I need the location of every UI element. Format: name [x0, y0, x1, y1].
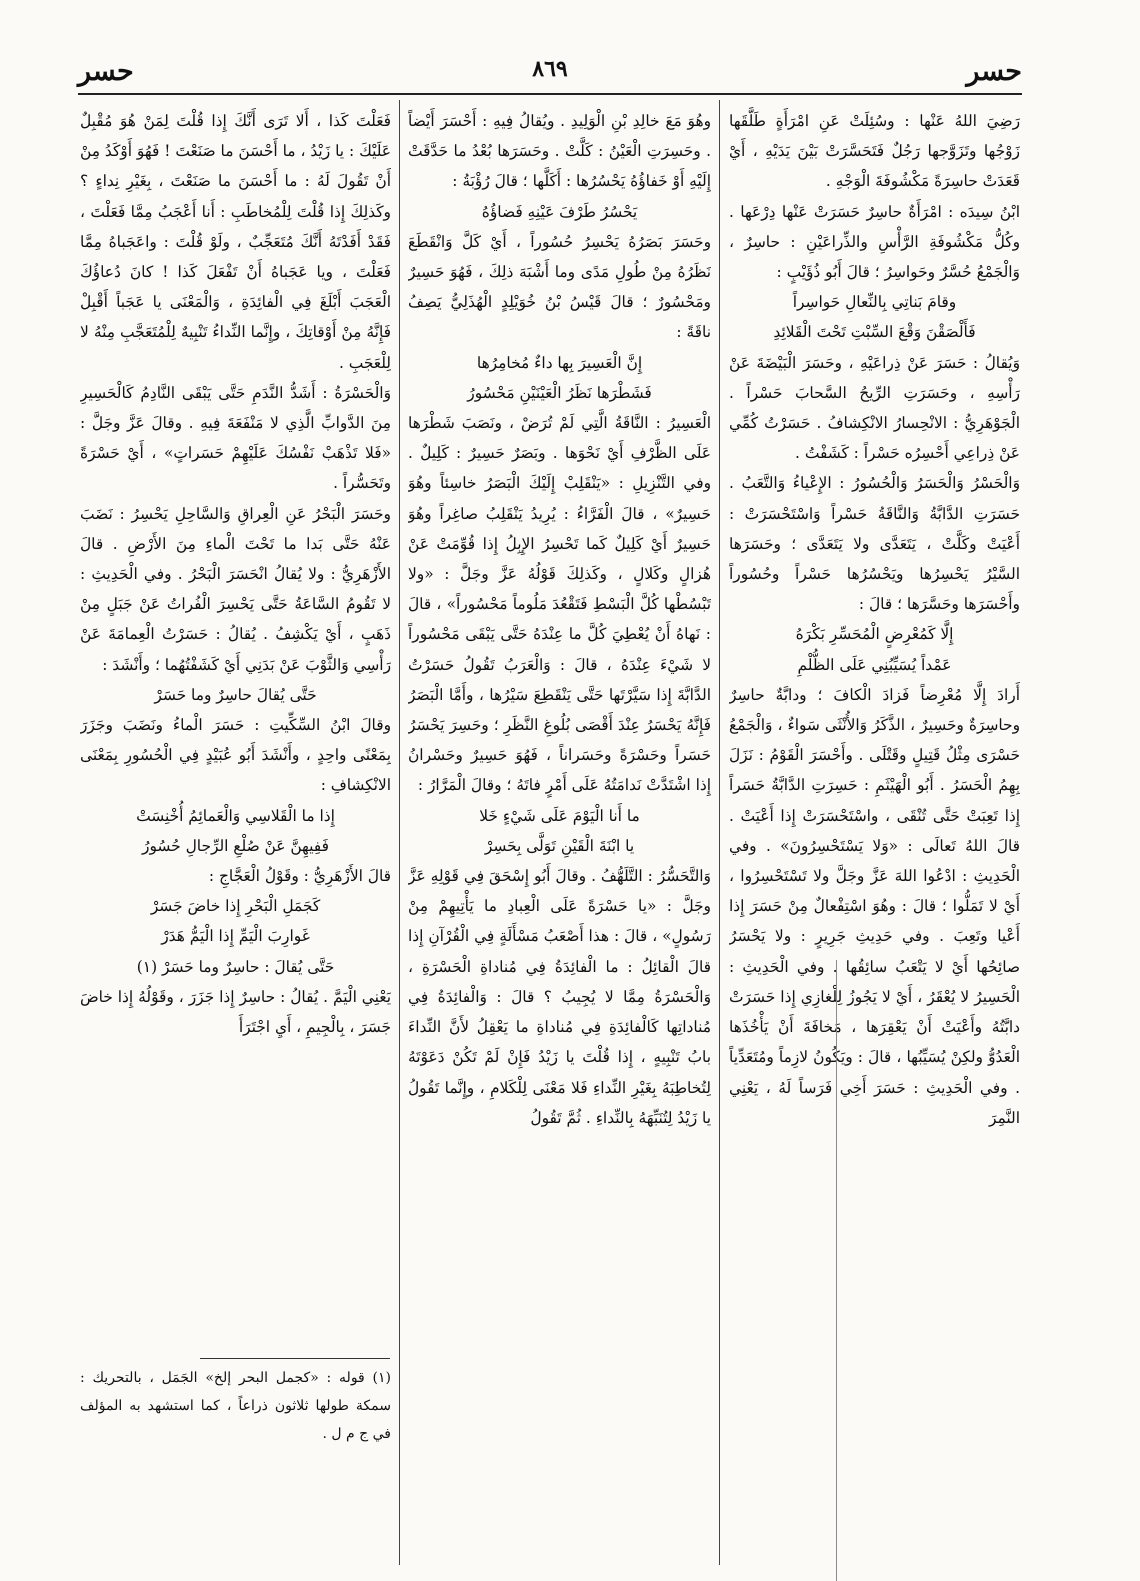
- column-divider: [399, 100, 400, 1565]
- paragraph: يَعْنِي الْيَمَّ . يُقالُ : حاسِرٌ إِذا جَزَرَ ، وقَوْلُهُ إِذا خاضَ جَسَرَ ، بِالْجِيمِ ، أَيِ اجْتَرَأَ: [80, 987, 391, 1037]
- verse-line: غَوارِبَ الْيَمِّ إِذا الْيَمُّ هَدَرْ: [161, 927, 310, 946]
- page-header: [78, 56, 1022, 90]
- verse-line: إِذا ما الْقَلاسِي وَالْعَمائِمُ أُخْنِسَتْ: [136, 806, 335, 825]
- header-right-word: حسر: [966, 56, 1022, 87]
- verse-line: عَمْداً يُسَيِّبُنِي عَلَى الظُّلْمِ: [797, 655, 952, 674]
- verse-line: فَشَطْرَها نَظَرُ الْعَيْنَيْنِ مَحْسُورُ: [467, 383, 652, 402]
- paragraph: أَرادَ إِلَّا مُعْرِضاً فَزادَ الْكافَ ؛ ودابَّةٌ حاسِرٌ وحاسِرَةٌ وحَسِيرٌ ، الذَّكَرُ وَالأُنْثَى سَواءٌ ، وَالْجَمْعُ حَسْرَى مِثْلُ قَتِيلٍ وقَتْلَى . وأَحْسَرَ الْقَوْمُ : نَزَلَ بِهِمُ الْحَسَرُ . أَبُو الْهَيْثَمِ : حَسِرَتِ الدَّابَّةُ حَسَراً إِذا تَعِبَتْ حَتَّى تُنْقَى ، واسْتَحْسَرَتْ إِذا أَعْيَتْ . قالَ اللهُ تَعالَى : «وَلا يَسْتَحْسِرُونَ» . وفي الْحَدِيثِ : ادْعُوا اللهَ عَزَّ وجَلَّ ولا تَسْتَحْسِرُوا ، أَيْ لا تَمَلُّوا ؛ قالَ : وهُوَ اسْتِفْعالٌ مِنْ حَسَرَ إِذا أَعْيا وتَعِبَ . وفي حَدِيثِ جَرِيرٍ : ولا يَحْسَرُ صائِحُها أَيْ لا يَتْعَبُ سائِقُها . وفي الْحَدِيثِ : الْحَسِيرُ لا يُعْقَرُ ، أَيْ لا يَجُوزُ لِلْغازِي إِذا حَسَرَتْ دابَّتُهُ وأَعْيَتْ أَنْ يَعْقِرَها ، مَخافَةَ أَنْ يَأْخُذَها الْعَدُوُّ ولكِنْ يُسَيِّبُها ، قالَ : ويَكُونُ لازِماً ومُتَعَدِّياً . وفي الْحَدِيثِ : حَسَرَ أَخِي فَرَساً لَهُ ، يَعْنِي النَّمِرَ: [729, 685, 1020, 1127]
- column-divider: [719, 100, 720, 1565]
- verse-line: يا ابْنَةَ الْقَيْنِ تَوَلَّى بِحَسِرْ: [484, 836, 635, 855]
- column-middle: [408, 106, 711, 1566]
- paragraph: وَيُقالُ : حَسَرَ عَنْ ذِراعَيْهِ ، وحَسَرَ الْبَيْضَةَ عَنْ رَأْسِهِ ، وحَسَرَتِ الرِّيحُ السَّحابَ حَسْراً . الْجَوْهَرِيُّ : الانْحِسارُ الانْكِشافُ . حَسَرْتُ كُمِّي عَنْ ذِراعِي أَحْسِرُه حَسْراً : كَشَفْتُ .: [729, 353, 1020, 463]
- paragraph: وحَسَرَ الْبَحْرُ عَنِ الْعِراقِ وَالسَّاحِلِ يَحْسِرُ : نَضَبَ عَنْهُ حَتَّى بَدا ما تَحْتَ الْماءِ مِنَ الأَرْضِ . قالَ الأَزْهَرِيُّ : ولا يُقالُ انْحَسَرَ الْبَحْرُ . وفي الْحَدِيثِ : لا تَقُومُ السَّاعَةُ حَتَّى يَحْسِرَ الْفُراتُ عَنْ جَبَلٍ مِنْ ذَهَبٍ ، أَيْ يَكْشِفُ . يُقالُ : حَسَرْتُ الْعِمامَةَ عَنْ رَأْسِي وَالثَّوْبَ عَنْ بَدَنِي أَيْ كَشَفْتُهُما ؛ وأَنْشَدَ :: [80, 504, 391, 674]
- verse-line: حَتَّى يُقالَ : حاسِرٌ وما حَسَرْ (١): [136, 957, 335, 976]
- paragraph: وقالَ ابْنُ السِّكِّيتِ : حَسَرَ الْماءُ ونَضَبَ وجَزَرَ بِمَعْنًى واحِدٍ ، وأَنْشَدَ أَبُو عُبَيْدٍ فِي الْحُسُورِ بِمَعْنَى الانْكِشافِ :: [80, 716, 391, 795]
- column-left: [80, 106, 391, 1346]
- paragraph: وهُوَ مَعَ خالِدِ بْنِ الْوَلِيدِ . ويُقالُ فِيهِ : أَحْسَرَ أَيْضاً . وحَسِرَتِ الْعَيْنُ : كَلَّتْ . وحَسَرَها بُعْدُ ما حَدَّقَتْ إِلَيْهِ أَوْ خَفاؤُهُ يَحْسُرُها : أَكَلَّها ؛ قالَ رُؤْبَةُ :: [408, 112, 711, 191]
- column-right: [729, 106, 1020, 1566]
- verse-line: فَفِيهِنَّ عَنْ صُلْعِ الرِّجالِ حُسُورُ: [142, 836, 329, 855]
- paragraph: وَالْحَسْرُ وَالْحَسَرُ وَالْحُسُورُ : الإِعْياءُ وَالتَّعَبُ . حَسَرَتِ الدَّابَّةُ وَالنَّاقَةُ حَسْراً وَاسْتَحْسَرَتْ : أَعْيَتْ وكَلَّتْ ، يَتَعَدَّى ولا يَتَعَدَّى ؛ وحَسَرَها السَّيْرُ يَحْسِرُها ويَحْسُرُها حَسْراً وحُسُوراً وأَحْسَرَها وحَسَّرَها ؛ قالَ :: [729, 474, 1020, 614]
- verse-line: إِنَّ الْعَسِيرَ بِها داءٌ مُخامِرُها: [476, 353, 643, 372]
- paragraph: رَضِيَ اللهُ عَنْها : وسُئِلَتْ عَنِ امْرَأَةٍ طَلَّقَها زَوْجُها وتَزَوَّجها رَجُلٌ فَتَحَسَّرَتْ بَيْنَ يَدَيْهِ ، أَيْ قَعَدَتْ حاسِرَةً مَكْشُوفَةَ الْوَجْهِ .: [729, 112, 1020, 191]
- footnote-text: (١) قوله : «كجمل البحر إلخ» الجَمَل ، بالتحريك : سمكة طولها ثلاثون ذراعاً ، كما استشهد به المؤلف في ج م ل .: [80, 1370, 391, 1442]
- verse-line: إِلَّا كَمُعْرِضٍ الْمُحَسِّرِ بَكْرَهُ: [795, 625, 954, 644]
- paragraph: قالَ الأَزْهَرِيُّ : وقَوْلُ الْعَجَّاجِ :: [208, 867, 391, 886]
- verse-line: يَحْسُرُ طَرْفَ عَيْنِهِ فَضاؤُهُ: [481, 202, 638, 221]
- paragraph: وَالتَّحَسُّرُ : التَّلَهُّفُ . وقالَ أَبُو إِسْحَقَ فِي قَوْلِهِ عَزَّ وجَلَّ : «يا حَسْرَةً عَلَى الْعِبادِ ما يَأْتِيهِمْ مِنْ رَسُولٍ» ، قالَ : هذا أَصْعَبُ مَسْأَلَةٍ فِي الْقُرْآنِ إِذا قالَ الْقائِلُ : ما الْفائِدَةُ فِي مُناداةِ الْحَسْرَةِ ، وَالْحَسْرَةُ مِمَّا لا يُجِيبُ ؟ قالَ : وَالْفائِدَةُ فِي مُناداتِها كَالْفائِدَةِ فِي مُناداةِ ما يَعْقِلُ لأَنَّ النِّداءَ بابُ تَنْبِيهٍ ، إِذا قُلْتَ يا زَيْدُ فَإِنْ لَمْ تَكُنْ دَعَوْتَهُ لِتُخاطِبَهُ بِغَيْرِ النِّداءِ فَلا مَعْنَى لِلْكَلامِ ، وإِنَّما تَقُولُ يا زَيْدُ لِتُنَبِّهَهُ بِالنِّداءِ . ثُمَّ تَقُولُ: [408, 867, 711, 1127]
- page-number: ٨٦٩: [532, 56, 568, 82]
- paragraph: فَعَلْتَ كَذا ، أَلا تَرَى أَنَّكَ إِذا قُلْتَ لِمَنْ هُوَ مُقْبِلٌ عَلَيْكَ : يا زَيْدُ ، ما أَحْسَنَ ما صَنَعْتَ ! فَهُوَ أَوْكَدُ مِنْ أَنْ تَقُولَ لَهُ : ما أَحْسَنَ ما صَنَعْتَ ، بِغَيْرِ نِداءٍ ؟ وكَذلِكَ إِذا قُلْتَ لِلْمُخاطَبِ : أَنا أَعْجَبُ مِمَّا فَعَلْتَ ، فَقَدْ أَفَدْتَهُ أَنَّكَ مُتَعَجِّبٌ ، ولَوْ قُلْتَ : واعَجَباهُ مِمَّا فَعَلْتَ ، ويا عَجَباهُ أَنْ تَفْعَلَ كَذا ! كانَ دُعاؤُكَ الْعَجَبَ أَبْلَغَ فِي الْفائِدَةِ ، وَالْمَعْنَى يا عَجَباً أَقْبِلْ فَإِنَّهُ مِنْ أَوْقاتِكَ ، وإِنَّما النِّداءُ تَنْبِيهٌ لِلْمُتَعَجَّبِ مِنْهُ لا لِلْعَجَبِ .: [80, 112, 391, 372]
- paragraph: وحَسَرَ بَصَرُهُ يَحْسِرُ حُسُوراً ، أَيْ كَلَّ وَانْقَطَعَ نَظَرُهُ مِنْ طُولِ مَدًى وما أَشْبَهَ ذلِكَ ، فَهُوَ حَسِيرٌ ومَحْسُورٌ ؛ قالَ قَيْسُ بْنُ خُوَيْلِدٍ الْهُذَلِيُّ يَصِفُ ناقَةً :: [408, 232, 711, 342]
- verse-line: كَجَمَلِ الْبَحْرِ إِذا خاضَ جَسَرْ: [150, 897, 321, 916]
- paragraph: ابْنُ سِيدَه : امْرَأَةٌ حاسِرٌ حَسَرَتْ عَنْها دِرْعَها . وكُلُّ مَكْشُوفَةِ الرَّأْسِ والذِّراعَيْنِ : حاسِرٌ ، وَالْجَمْعُ حُسَّرٌ وحَواسِرُ ؛ قالَ أَبُو ذُؤَيْبٍ :: [729, 202, 1020, 282]
- footnote-rule: [200, 1358, 390, 1359]
- verse-line: فَأَلْصَقْنَ وَقْعَ السِّبْتِ تَحْتَ الْقَلائِدِ: [773, 323, 976, 342]
- paragraph: وَالْحَسْرَةُ : أَشَدُّ النَّدَمِ حَتَّى يَبْقَى النَّادِمُ كَالْحَسِيرِ مِنَ الدَّوابِّ الَّذِي لا مَنْفَعَةَ فِيهِ . وقالَ عَزَّ وجَلَّ : «فَلا تَذْهَبْ نَفْسُكَ عَلَيْهِمْ حَسَراتٍ» ، أَيْ حَسْرَةً وتَحَسُّراً .: [80, 383, 391, 493]
- verse-line: وقامَ بَناتِي بِالنِّعالِ حَواسِراً: [792, 293, 957, 312]
- paragraph: الْعَسِيرُ : النَّاقَةُ الَّتِي لَمْ تُرَضْ ، ونَصَبَ شَطْرَها عَلَى الظَّرْفِ أَيْ نَحْوَها . وبَصَرٌ حَسِيرٌ : كَلِيلٌ . وفي التَّنْزِيلِ : «يَنْقَلِبْ إِلَيْكَ الْبَصَرُ خاسِئاً وهُوَ حَسِيرٌ» ، قالَ الْفَرَّاءُ : يُرِيدُ يَنْقَلِبُ صاغِراً وهُوَ حَسِيرٌ أَيْ كَلِيلٌ كَما تَحْسِرُ الإِبِلُ إِذا قُوِّمَتْ عَنْ هُزالٍ وكَلالٍ ، وكَذلِكَ قَوْلُهُ عَزَّ وجَلَّ : «ولا تَبْسُطْها كُلَّ الْبَسْطِ فَتَقْعُدَ مَلُوماً مَحْسُوراً» ، قالَ : نَهاهُ أَنْ يُعْطِيَ كُلَّ ما عِنْدَهُ حَتَّى يَبْقَى مَحْسُوراً لا شَيْءَ عِنْدَهُ ، قالَ : وَالْعَرَبُ تَقُولُ حَسَرْتُ الدَّابَّةَ إِذا سَيَّرْتَها حَتَّى يَنْقَطِعَ سَيْرُها ، وأَمَّا الْبَصَرُ فَإِنَّهُ يَحْسَرُ عِنْدَ أَقْصَى بُلُوغِ النَّظَرِ ؛ وحَسِرَ يَحْسَرُ حَسَراً وحَسْرَةً وحَسَراناً ، فَهُوَ حَسِيرٌ وحَسْرانُ إِذا اشْتَدَّتْ نَدامَتُهُ عَلَى أَمْرٍ فاتَهُ ؛ وقالَ الْمَرَّارُ :: [408, 414, 711, 795]
- footnote: [80, 1364, 391, 1448]
- header-left-word: حسر: [78, 56, 134, 87]
- header-rule: [78, 93, 1022, 95]
- verse-line: حَتَّى يُقالَ حاسِرٌ وما حَسَرْ: [154, 685, 317, 704]
- scan-margin-line: [836, 960, 837, 1581]
- verse-line: ما أَنا الْيَوْمَ عَلَى شَيْءٍ خَلا: [479, 806, 640, 825]
